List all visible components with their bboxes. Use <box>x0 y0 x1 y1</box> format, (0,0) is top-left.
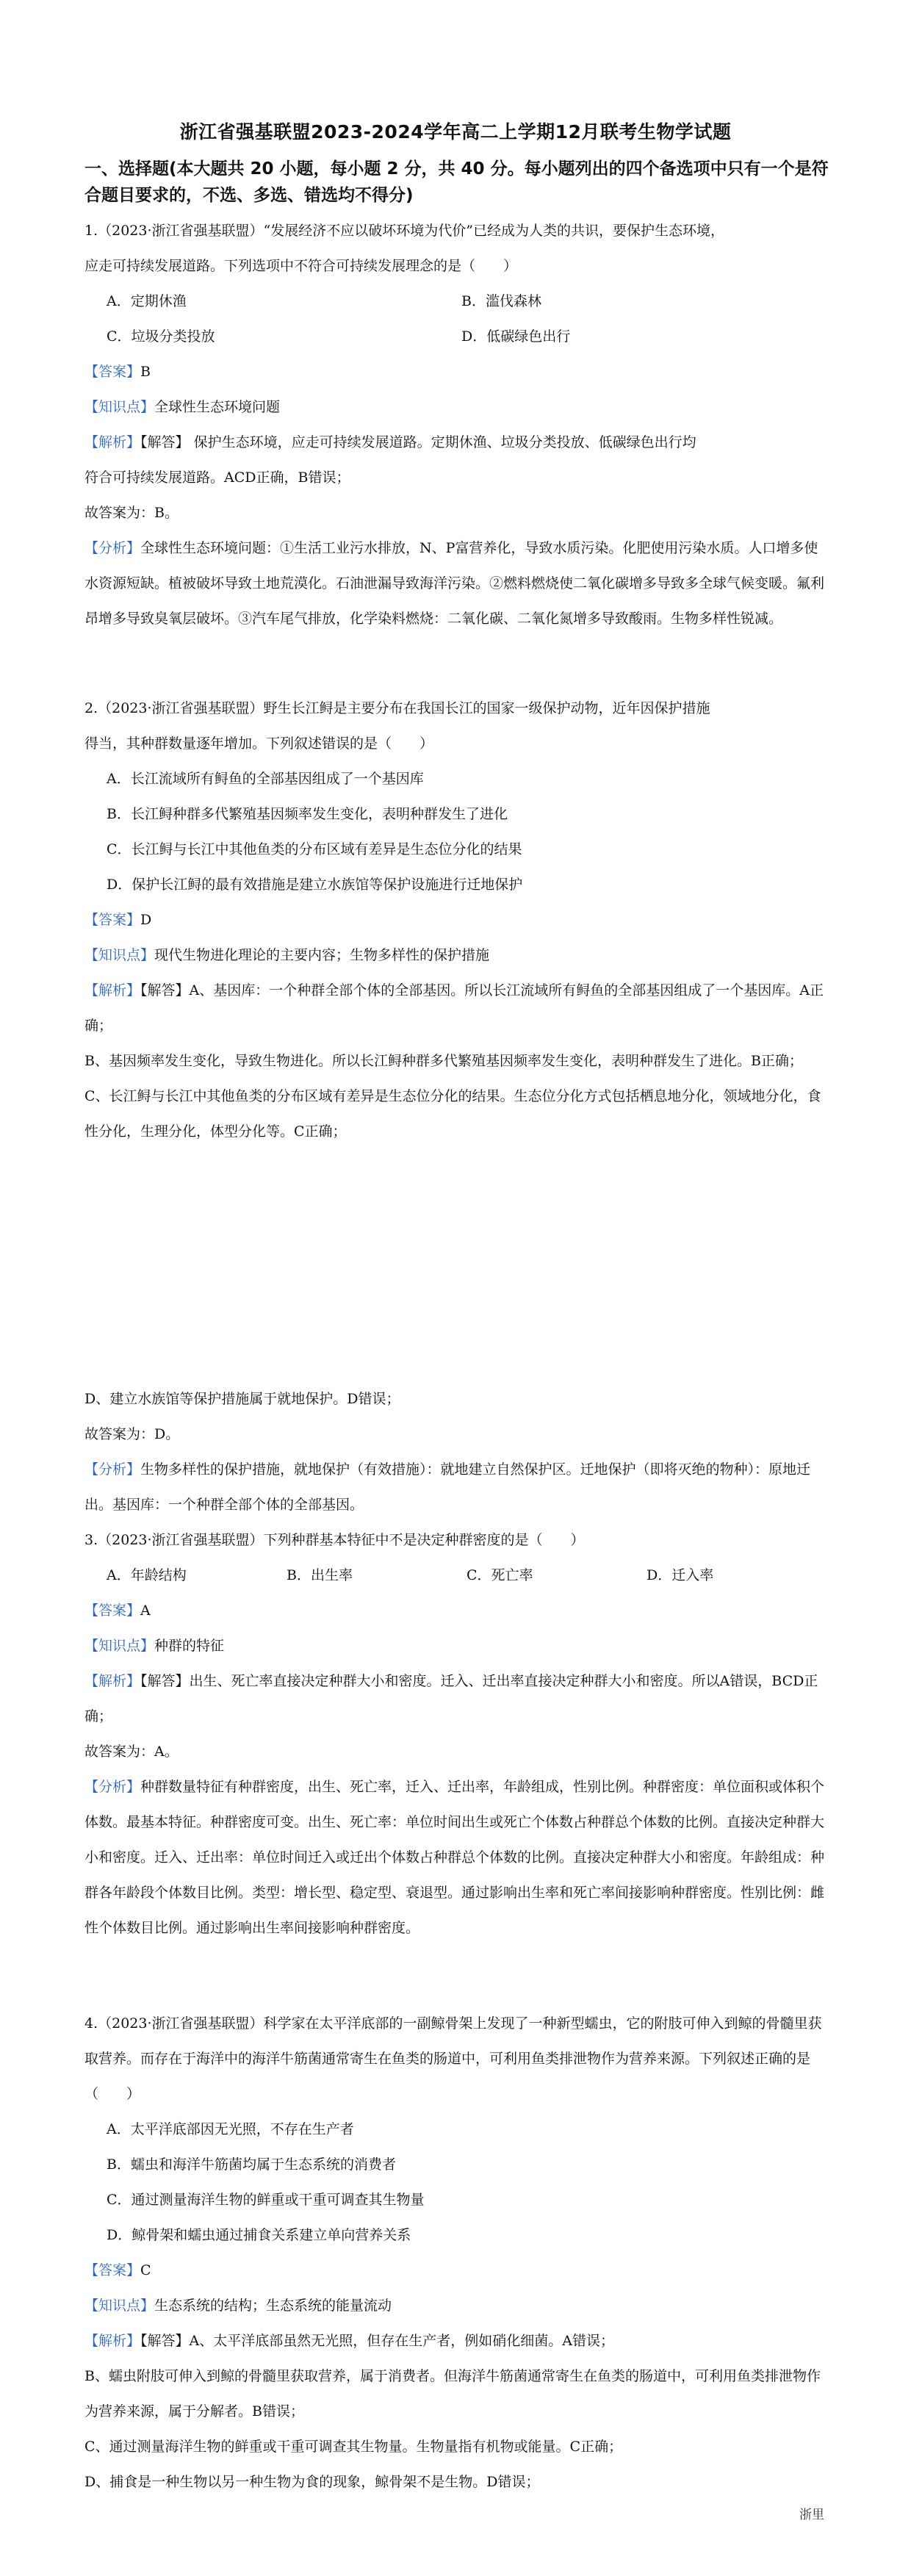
q2-fenxi-text: 生物多样性的保护措施，就地保护（有效措施）：就地建立自然保护区。迁地保护（即将灭绝的物种）：原地迁出。基因库：一个种群全部个体的全部基因。 <box>84 1461 811 1513</box>
q3-answer <box>84 1593 830 1628</box>
q3-option-b: B．出生率 <box>287 1567 353 1583</box>
q1-options-row-1 <box>84 284 830 319</box>
q3-final-answer: 故答案为：A。 <box>84 1744 179 1760</box>
q1-knowledge-point <box>84 389 830 425</box>
q4-option-a: A．太平洋底部因无光照，不存在生产者 <box>107 2121 354 2137</box>
q3-fenxi-text: 种群数量特征有种群密度，出生、死亡率，迁入、迁出率，年龄组成，性别比例。种群密度：单位面积或体积个体数。最基本特征。种群密度可变。出生、死亡率：单位时间出生或死亡个体数占种群总个体数的比例。直接决定种群大小和密度。迁入、迁出率：单位时间迁入或迁出个体数占种群总个体数的比例。直接决定种群大小和密度。年龄组成：种群各年龄段个体数目比例。类型：增长型、稳定型、衰退型。通过影响出生率和死亡率间接影响种群密度。性别比例：雌性个体数目比例。通过影响出生率间接影响种群密度。 <box>84 1779 825 1936</box>
q2-knowledge-point-value: 现代生物进化理论的主要内容；生物多样性的保护措施 <box>154 947 490 963</box>
question-1 <box>84 213 830 636</box>
q3-option-a: A．年龄结构 <box>107 1567 187 1583</box>
q1-stem-line-2: 应走可持续发展道路。下列选项中不符合可持续发展理念的是（ ） <box>84 258 518 274</box>
q3-analysis <box>84 1663 830 1734</box>
q2-analysis-c: C、长江鲟与长江中其他鱼类的分布区域有差异是生态位分化的结果。生态位分化方式包括栖息地分化，领域地分化，食性分化，生理分化，体型分化等。C正确； <box>84 1088 821 1140</box>
q3-analysis-text: 出生、死亡率直接决定种群大小和密度。迁入、迁出率直接决定种群大小和密度。所以A错误，BCD正确； <box>84 1673 818 1724</box>
q1-knowledge-point-value: 全球性生态环境问题 <box>154 399 281 415</box>
q4-answer-value: C <box>140 2262 151 2278</box>
q2-answer-value: D <box>140 912 152 928</box>
q2-option-a: A．长江流域所有鲟鱼的全部基因组成了一个基因库 <box>107 771 424 787</box>
question-3 <box>84 1522 830 1946</box>
q4-answer <box>84 2253 830 2288</box>
q1-stem-line-1: 1.（2023·浙江省强基联盟）“发展经济不应以破坏环境为代价”已经成为人类的共识，要保护生态环境， <box>84 223 724 239</box>
analysis-label: 【解析】 <box>84 2333 141 2349</box>
q3-fenxi <box>84 1769 830 1946</box>
q4-knowledge-point-value: 生态系统的结构；生态系统的能量流动 <box>154 2298 392 2314</box>
q2-stem-line-1: 2.（2023·浙江省强基联盟）野生长江鲟是主要分布在我国长江的国家一级保护动物，近年因保护措施 <box>84 700 710 716</box>
q1-options-row-2 <box>84 319 830 354</box>
q2-stem-line-2: 得当，其种群数量逐年增加。下列叙述错误的是（ ） <box>84 735 434 752</box>
analysis-label: 【解析】 <box>84 982 141 999</box>
q2-answer <box>84 902 830 938</box>
q3-option-d: D．迁入率 <box>647 1567 714 1583</box>
q4-stem: 4.（2023·浙江省强基联盟）科学家在太平洋底部的一副鲸骨架上发现了一种新型蠕虫，它的附肢可伸入到鲸的骨髓里获取营养。而存在于海洋中的海洋牛筋菌通常寄生在鱼类的肠道中，可利用鱼类排泄物作为营养来源。下列叙述正确的是（ ） <box>84 2015 822 2102</box>
q1-analysis-line-2: 符合可持续发展道路。ACD正确，B错误； <box>84 469 350 486</box>
q1-analysis-text-1: 保护生态环境，应走可持续发展道路。定期休渔、垃圾分类投放、低碳绿色出行均 <box>189 434 696 450</box>
q2-fenxi <box>84 1452 830 1522</box>
q4-option-c: C．通过测量海洋生物的鲜重或干重可调查其生物量 <box>107 2192 425 2208</box>
question-2 <box>84 691 830 1149</box>
answer-label: 【答案】 <box>84 912 141 928</box>
knowledge-point-label: 【知识点】 <box>84 2298 155 2314</box>
q2-knowledge-point <box>84 938 830 973</box>
q1-final-answer: 故答案为：B。 <box>84 505 179 521</box>
answer-label: 【答案】 <box>84 364 141 380</box>
q4-analysis-b: B、蠕虫附肢可伸入到鲸的骨髓里获取营养，属于消费者。但海洋牛筋菌通常寄生在鱼类的肠道中，可利用鱼类排泄物作为营养来源，属于分解者。B错误； <box>84 2368 821 2420</box>
analysis-label: 【解析】 <box>84 434 141 450</box>
solve-label: 【解答】 <box>140 1673 190 1689</box>
q1-fenxi <box>84 530 830 636</box>
q1-option-b: B．滥伐森林 <box>461 293 541 309</box>
page-title: 浙江省强基联盟2023-2024学年高二上学期12月联考生物学试题 <box>179 121 732 143</box>
solve-label: 【解答】 <box>140 434 190 450</box>
q2-analysis-d: D、建立水族馆等保护措施属于就地保护。D错误； <box>84 1391 400 1407</box>
q1-answer-value: B <box>140 364 151 380</box>
knowledge-point-label: 【知识点】 <box>84 1638 155 1654</box>
q2-analysis-b: B、基因频率发生变化，导致生物进化。所以长江鲟种群多代繁殖基因频率发生变化，表明种群发生了进化。B正确； <box>84 1053 803 1069</box>
answer-label: 【答案】 <box>84 1602 141 1619</box>
section-heading: 一、选择题(本大题共 20 小题，每小题 2 分，共 40 分。每小题列出的四个备选项中只有一个是符合题目要求的，不选、多选、错选均不得分) <box>84 159 829 205</box>
fenxi-label: 【分析】 <box>84 1779 141 1795</box>
q2-analysis-a <box>84 973 830 1043</box>
q4-option-b: B．蠕虫和海洋牛筋菌均属于生态系统的消费者 <box>107 2156 396 2173</box>
q1-fenxi-text: 全球性生态环境问题：①生活工业污水排放，N、P富营养化，导致水质污染。化肥使用污染水质。人口增多使水资源短缺。植被破坏导致土地荒漠化。石油泄漏导致海洋污染。②燃料燃烧使二氧化碳增多导致多全球气候变暖。氟利昂增多导致臭氧层破坏。③汽车尾气排放，化学染料燃烧：二氧化碳、二氧化氮增多导致酸雨。生物多样性锐减。 <box>84 540 825 627</box>
page-footer: 浙里 <box>799 2508 824 2522</box>
q4-analysis-d: D、捕食是一种生物以另一种生物为食的现象，鲸骨架不是生物。D错误； <box>84 2474 540 2490</box>
q4-option-d: D．鲸骨架和蠕虫通过捕食关系建立单向营养关系 <box>107 2227 411 2243</box>
q3-answer-value: A <box>140 1602 151 1619</box>
q1-analysis-line-1 <box>84 425 830 460</box>
q3-knowledge-point-value: 种群的特征 <box>154 1638 225 1654</box>
q3-options-row <box>84 1558 830 1593</box>
question-2-continued <box>84 1381 830 1522</box>
answer-label: 【答案】 <box>84 2262 141 2278</box>
q3-knowledge-point <box>84 1628 830 1663</box>
q2-analysis-a-text: A、基因库：一个种群全部个体的全部基因。所以长江流域所有鲟鱼的全部基因组成了一个基因库。A正确； <box>84 982 824 1034</box>
q4-analysis-a-text: A、太平洋底部虽然无光照，但存在生产者，例如硝化细菌。A错误； <box>189 2333 614 2349</box>
fenxi-label: 【分析】 <box>84 1461 141 1478</box>
q4-analysis-c: C、通过测量海洋生物的鲜重或干重可调查其生物量。生物量指有机物或能量。C正确； <box>84 2439 623 2455</box>
knowledge-point-label: 【知识点】 <box>84 947 155 963</box>
q3-option-c: C．死亡率 <box>467 1567 533 1583</box>
analysis-label: 【解析】 <box>84 1673 141 1689</box>
q4-analysis-a <box>84 2323 830 2359</box>
q1-option-d: D．低碳绿色出行 <box>461 328 571 345</box>
q4-knowledge-point <box>84 2288 830 2323</box>
q2-option-c: C．长江鲟与长江中其他鱼类的分布区域有差异是生态位分化的结果 <box>107 841 522 857</box>
fenxi-label: 【分析】 <box>84 540 141 556</box>
q1-option-a: A．定期休渔 <box>107 293 187 309</box>
q1-answer <box>84 354 830 389</box>
q2-final-answer: 故答案为：D。 <box>84 1426 180 1442</box>
q2-option-b: B．长江鲟种群多代繁殖基因频率发生变化，表明种群发生了进化 <box>107 806 508 822</box>
knowledge-point-label: 【知识点】 <box>84 399 155 415</box>
q3-stem: 3.（2023·浙江省强基联盟）下列种群基本特征中不是决定种群密度的是（ ） <box>84 1532 585 1548</box>
solve-label: 【解答】 <box>140 2333 190 2349</box>
solve-label: 【解答】 <box>140 982 190 999</box>
q2-option-d: D．保护长江鲟的最有效措施是建立水族馆等保护设施进行迁地保护 <box>107 877 523 893</box>
question-4 <box>84 2006 830 2500</box>
q1-option-c: C．垃圾分类投放 <box>107 328 215 345</box>
